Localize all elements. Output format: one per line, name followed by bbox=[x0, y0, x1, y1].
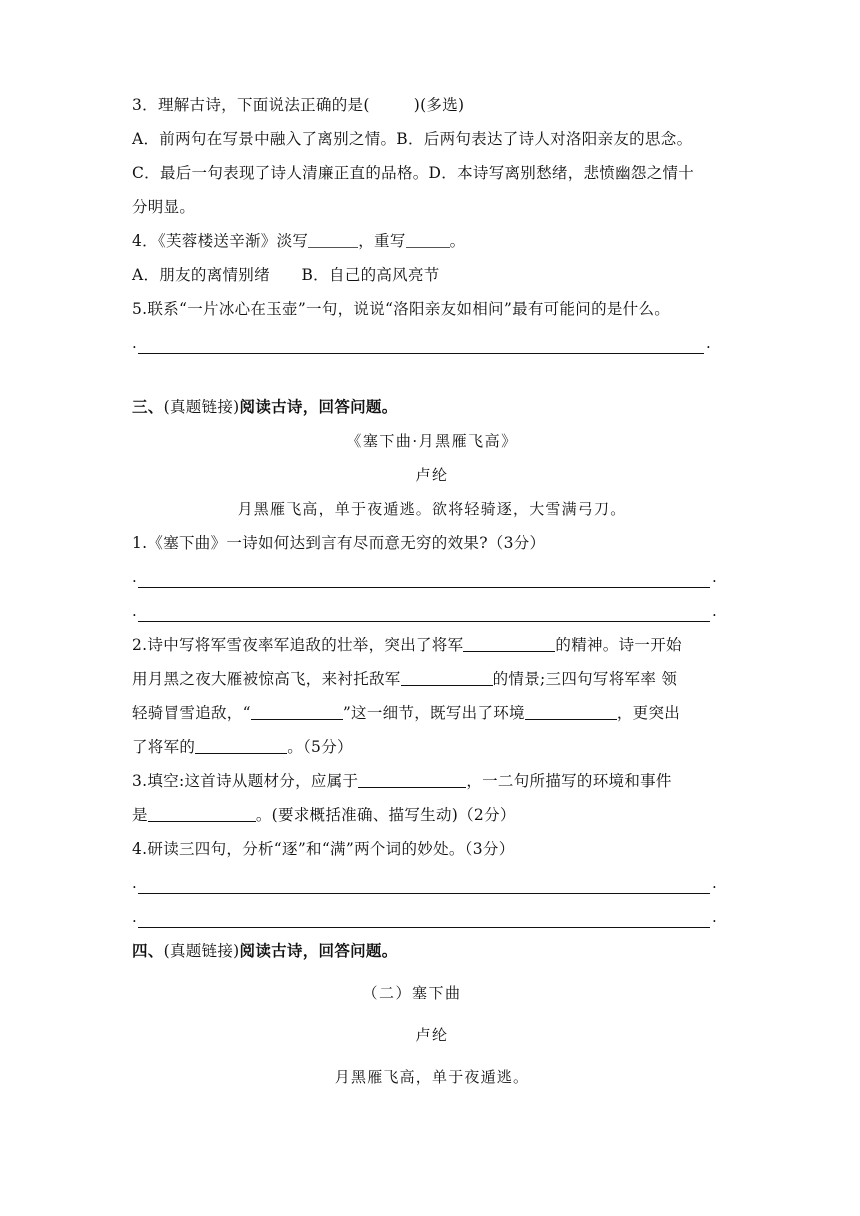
section3-poem-title: 《塞下曲·月黑雁飞高》 bbox=[346, 432, 518, 450]
answer-rule bbox=[138, 587, 710, 588]
s3-q2-blank-4[interactable] bbox=[525, 701, 617, 720]
answer-dot-right: . bbox=[712, 908, 717, 926]
section4-poem-author: 卢纶 bbox=[415, 1026, 449, 1044]
answer-dot-left: . bbox=[132, 908, 137, 926]
s3-q2-blank-2[interactable] bbox=[401, 667, 493, 686]
answer-dot-left: . bbox=[132, 874, 137, 892]
s3-q2-text-1b: 的精神。诗一开始 bbox=[555, 636, 682, 654]
s3-q1-answer-line-1[interactable] bbox=[132, 560, 732, 594]
s3-q2-line-4 bbox=[132, 730, 732, 764]
s3-q3-text-1a: 3.填空:这首诗从题材分，应属于 bbox=[132, 772, 359, 790]
q3-stem-text: 3．理解古诗，下面说法正确的是( bbox=[132, 96, 370, 114]
s3-q2-text-2b: 的情景;三四句写将军率 领 bbox=[492, 670, 678, 688]
answer-dot-right: . bbox=[712, 602, 717, 620]
s3-q4-answer-line-1[interactable] bbox=[132, 866, 732, 900]
section3-number: 三、 bbox=[132, 397, 164, 416]
section3-title: 阅读古诗，回答问题。 bbox=[239, 397, 398, 416]
q4-stem-end: 。 bbox=[449, 232, 466, 250]
section3-poem-author: 卢纶 bbox=[415, 466, 449, 484]
q4-stem-mid: ，重写 bbox=[358, 232, 406, 250]
q3-stem-suffix: )(多选) bbox=[413, 96, 465, 114]
s3-q2-text-2a: 用月黑之夜大雁被惊高飞，来衬托敌军 bbox=[132, 670, 401, 688]
section3-heading bbox=[132, 390, 732, 424]
s3-q2-line-3 bbox=[132, 696, 732, 730]
s3-q2-text-4b: 。（5分） bbox=[287, 738, 353, 756]
q4-stem bbox=[132, 224, 732, 258]
s3-q2-line-2 bbox=[132, 662, 732, 696]
section4-poem-title: （二）塞下曲 bbox=[362, 984, 462, 1002]
s3-q3-text-2a: 是 bbox=[132, 806, 148, 824]
q3-options-cd: C．最后一句表现了诗人清廉正直的品格。D．本诗写离别愁绪，悲愤幽怨之情十 bbox=[132, 164, 695, 182]
answer-rule bbox=[138, 927, 710, 928]
s3-q1-stem: 1.《塞下曲》一诗如何达到言有尽而意无穷的效果?（3分） bbox=[132, 534, 546, 552]
s3-q2-text-3a: 轻骑冒雪追敌，“ bbox=[132, 704, 251, 722]
answer-dot-right: . bbox=[706, 334, 711, 352]
section4-title: 阅读古诗，回答问题。 bbox=[239, 941, 398, 960]
s3-q3-blank-2[interactable] bbox=[148, 803, 256, 822]
s3-q2-blank-3[interactable] bbox=[251, 701, 343, 720]
section3-poem-text: 月黑雁飞高，单于夜遁逃。欲将轻骑逐，大雪满弓刀。 bbox=[237, 500, 627, 518]
s3-q3-text-2b: 。(要求概括准确、描写生动)（2分） bbox=[255, 806, 516, 824]
q4-blank-1[interactable] bbox=[308, 229, 358, 248]
s3-q3-line-1 bbox=[132, 764, 732, 798]
s3-q2-line-1 bbox=[132, 628, 732, 662]
q4-blank-2[interactable] bbox=[406, 229, 450, 248]
s3-q2-text-3c: ，更突出 bbox=[616, 704, 681, 722]
answer-dot-right: . bbox=[712, 874, 717, 892]
s3-q4-answer-line-2[interactable] bbox=[132, 900, 732, 934]
q3-options-cd-cont: 分明显。 bbox=[132, 198, 196, 216]
section4-poem-text: 月黑雁飞高，单于夜遁逃。 bbox=[334, 1068, 530, 1086]
section4-heading bbox=[132, 934, 732, 968]
section4-number: 四、 bbox=[132, 941, 164, 960]
s3-q1-answer-line-2[interactable] bbox=[132, 594, 732, 628]
answer-dot-left: . bbox=[132, 568, 137, 586]
section3-tag: (真题链接) bbox=[163, 398, 240, 416]
s3-q2-text-4a: 了将军的 bbox=[132, 738, 196, 756]
q4-options: A．朋友的离情别绪 B．自己的高风亮节 bbox=[132, 266, 440, 284]
worksheet-page bbox=[132, 88, 732, 1094]
s3-q4-stem: 4.研读三四句，分析“逐”和“满”两个词的妙处。（3分） bbox=[132, 840, 515, 858]
answer-dot-left: . bbox=[132, 602, 137, 620]
q5-answer-line[interactable] bbox=[132, 326, 732, 360]
q5-stem: 5.联系“一片冰心在玉壶”一句，说说“洛阳亲友如相问”最有可能问的是什么。 bbox=[132, 300, 671, 318]
answer-dot-right: . bbox=[712, 568, 717, 586]
s3-q2-text-1a: 2.诗中写将军雪夜率军追敌的壮举，突出了将军 bbox=[132, 636, 464, 654]
q3-stem bbox=[132, 88, 732, 122]
s3-q2-text-3b: ”这一细节，既写出了环境 bbox=[342, 704, 525, 722]
s3-q3-text-1b: ，一二句所描写的环境和事件 bbox=[466, 772, 672, 790]
answer-rule bbox=[138, 621, 710, 622]
s3-q2-blank-5[interactable] bbox=[195, 735, 287, 754]
answer-dot-left: . bbox=[132, 334, 137, 352]
s3-q3-line-2 bbox=[132, 798, 732, 832]
section4-tag: (真题链接) bbox=[163, 942, 240, 960]
answer-rule bbox=[138, 353, 704, 354]
s3-q2-blank-1[interactable] bbox=[463, 633, 555, 652]
q4-stem-text: 4．《芙蓉楼送辛渐》淡写 bbox=[132, 232, 309, 250]
answer-rule bbox=[138, 893, 710, 894]
s3-q3-blank-1[interactable] bbox=[358, 769, 466, 788]
q3-options-ab: A．前两句在写景中融入了离别之情。B．后两句表达了诗人对洛阳亲友的思念。 bbox=[132, 130, 693, 148]
